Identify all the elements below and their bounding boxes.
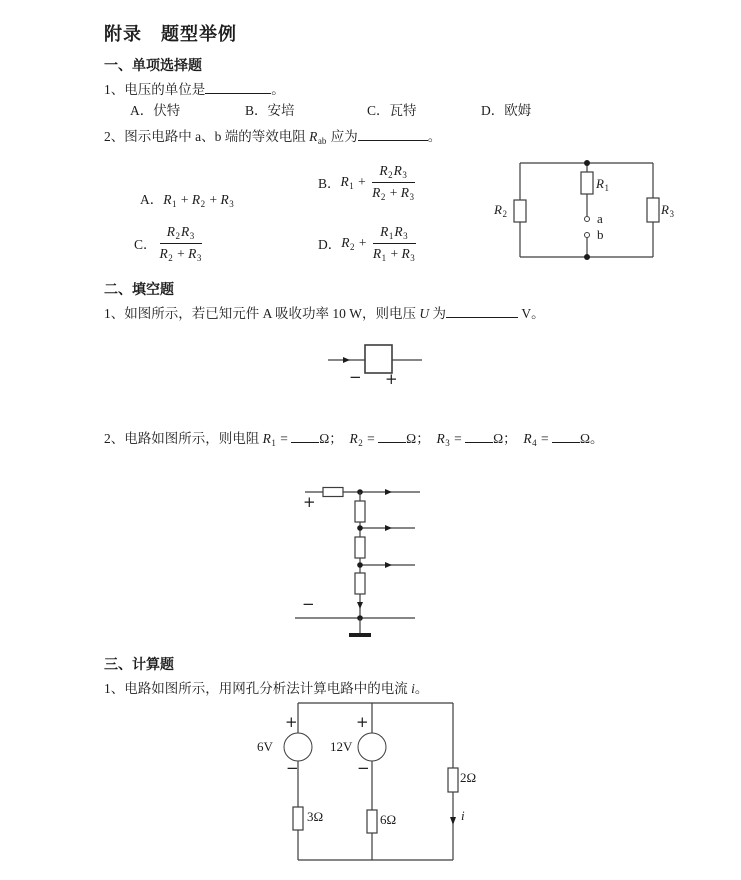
option-b-fraction bbox=[372, 163, 415, 202]
element-a-box bbox=[365, 345, 392, 373]
top-branch bbox=[305, 488, 420, 497]
left-wire bbox=[328, 357, 365, 363]
outer-rails bbox=[298, 703, 453, 860]
element-minus-sign: − bbox=[349, 368, 362, 386]
section1-heading: 一、单项选择题 bbox=[104, 58, 202, 74]
resistor-r2-box bbox=[514, 200, 526, 222]
current-i-arrow bbox=[450, 817, 456, 825]
s1-q2-text: 2、图示电路中 a、b 端的等效电阻 $R_{ab}$ 应为 。 bbox=[104, 129, 442, 146]
ground-symbol bbox=[349, 618, 371, 637]
resistor-r1-box bbox=[581, 172, 593, 194]
bottom-rail bbox=[295, 615, 415, 621]
resistor-r2-box bbox=[355, 501, 365, 522]
tap-branch-2 bbox=[357, 525, 415, 531]
s2-q2-text: 2、电路如图所示，则电阻 $R_1 = \Omega$； $R_2 = \Omega$； $R_3 = \Omega$； $R_4 = \Omega$。 bbox=[104, 431, 604, 448]
s1-q1-text: 1、电压的单位是 。 bbox=[104, 82, 285, 97]
s1-q2-option-b bbox=[318, 158, 415, 206]
s3-q1-text: 1、电路如图所示，用网孔分析法计算电路中的电流 i。 bbox=[104, 681, 429, 696]
fraction-numerator: $R_1R_3$ bbox=[373, 224, 416, 244]
node-top bbox=[584, 160, 590, 166]
circuit1-label-r2: $R_2$ bbox=[494, 202, 507, 219]
s1-q1-option-b: B．安培 bbox=[245, 103, 295, 118]
element-a-diagram bbox=[315, 338, 435, 388]
option-a-key: A． bbox=[140, 192, 164, 207]
current-i-label: i bbox=[461, 808, 465, 823]
option-c-key: C． bbox=[134, 237, 157, 252]
s1-q1-option-d: D．欧姆 bbox=[481, 103, 532, 118]
fraction-numerator: $R_2R_3$ bbox=[160, 224, 203, 244]
option-b-pre: $R_1$ + bbox=[340, 173, 370, 191]
current-arrow bbox=[385, 562, 392, 568]
terminal-a bbox=[585, 217, 590, 222]
current-arrow bbox=[343, 357, 350, 363]
resistor-r4-box bbox=[355, 573, 365, 594]
voltage-source-12v bbox=[358, 733, 386, 761]
section2-heading: 二、填空题 bbox=[104, 282, 174, 298]
page-title: 附录 题型举例 bbox=[104, 24, 237, 45]
source12v-label: 12V bbox=[330, 739, 353, 754]
option-d-fraction bbox=[373, 224, 416, 263]
fraction-denominator: $R_1 + R_3$ bbox=[372, 245, 415, 263]
fraction-denominator: $R_2 + R_3$ bbox=[372, 184, 415, 202]
resistor-2ohm-label: 2Ω bbox=[460, 770, 477, 785]
s1-q2-option-d bbox=[318, 219, 416, 267]
current-arrow-down bbox=[357, 602, 363, 609]
fraction-numerator: $R_2R_3$ bbox=[372, 163, 415, 183]
ladder-minus-sign: − bbox=[302, 595, 315, 613]
resistor-3ohm-label: 3Ω bbox=[307, 809, 324, 824]
voltage-source-6v bbox=[284, 733, 312, 761]
resistor-r3-box bbox=[355, 537, 365, 558]
option-a-expr: $R_1 + R_2 + R_3$ bbox=[163, 192, 234, 209]
source12v-plus-sign: + bbox=[356, 713, 369, 731]
s1-q2-option-c bbox=[134, 219, 202, 267]
option-c-fraction bbox=[160, 224, 203, 263]
source6v-label: 6V bbox=[257, 739, 273, 754]
circuit1-diagram bbox=[490, 150, 680, 270]
s2-q1-text: 1、如图所示，若已知元件 A 吸收功率 10 W，则电压 U 为 V。 bbox=[104, 306, 545, 321]
resistor-r1-box bbox=[323, 488, 343, 497]
terminal-b bbox=[585, 233, 590, 238]
source12v-minus-sign: − bbox=[357, 759, 370, 777]
option-d-pre: $R_2$ + bbox=[341, 234, 370, 252]
resistor-6ohm-label: 6Ω bbox=[380, 812, 397, 827]
node-3 bbox=[357, 562, 363, 568]
source6v-plus-sign: + bbox=[285, 713, 298, 731]
middle-branch bbox=[581, 160, 593, 260]
option-b-key: B． bbox=[318, 176, 341, 191]
node-2 bbox=[357, 525, 363, 531]
resistor-3ohm-box bbox=[293, 807, 303, 830]
ladder-plus-sign: + bbox=[303, 493, 316, 511]
fraction-denominator: $R_2 + R_3$ bbox=[159, 245, 202, 263]
s1-q1-option-c: C．瓦特 bbox=[367, 103, 417, 118]
s1-q2-option-a bbox=[134, 172, 235, 209]
circuit1-label-terminal-a: a bbox=[597, 211, 603, 226]
s1-q1-option-a: A．伏特 bbox=[130, 103, 181, 118]
source6v-minus-sign: − bbox=[286, 759, 299, 777]
section3-heading: 三、计算题 bbox=[104, 657, 174, 673]
resistor-r3-box bbox=[647, 198, 659, 222]
resistor-6ohm-box bbox=[367, 810, 377, 833]
element-plus-sign: + bbox=[385, 370, 398, 388]
right-branch bbox=[448, 703, 458, 860]
current-arrow bbox=[385, 489, 392, 495]
circuit1-label-terminal-b: b bbox=[597, 227, 604, 242]
current-arrow bbox=[385, 525, 392, 531]
tap-branch-3 bbox=[357, 562, 415, 568]
circuit1-label-r1: $R_1$ bbox=[596, 176, 609, 193]
circuit1-label-r3: $R_3$ bbox=[661, 202, 674, 219]
resistor-2ohm-box bbox=[448, 768, 458, 792]
vertical-chain bbox=[355, 492, 365, 618]
option-d-key: D． bbox=[318, 237, 342, 252]
node-bottom bbox=[584, 254, 590, 260]
